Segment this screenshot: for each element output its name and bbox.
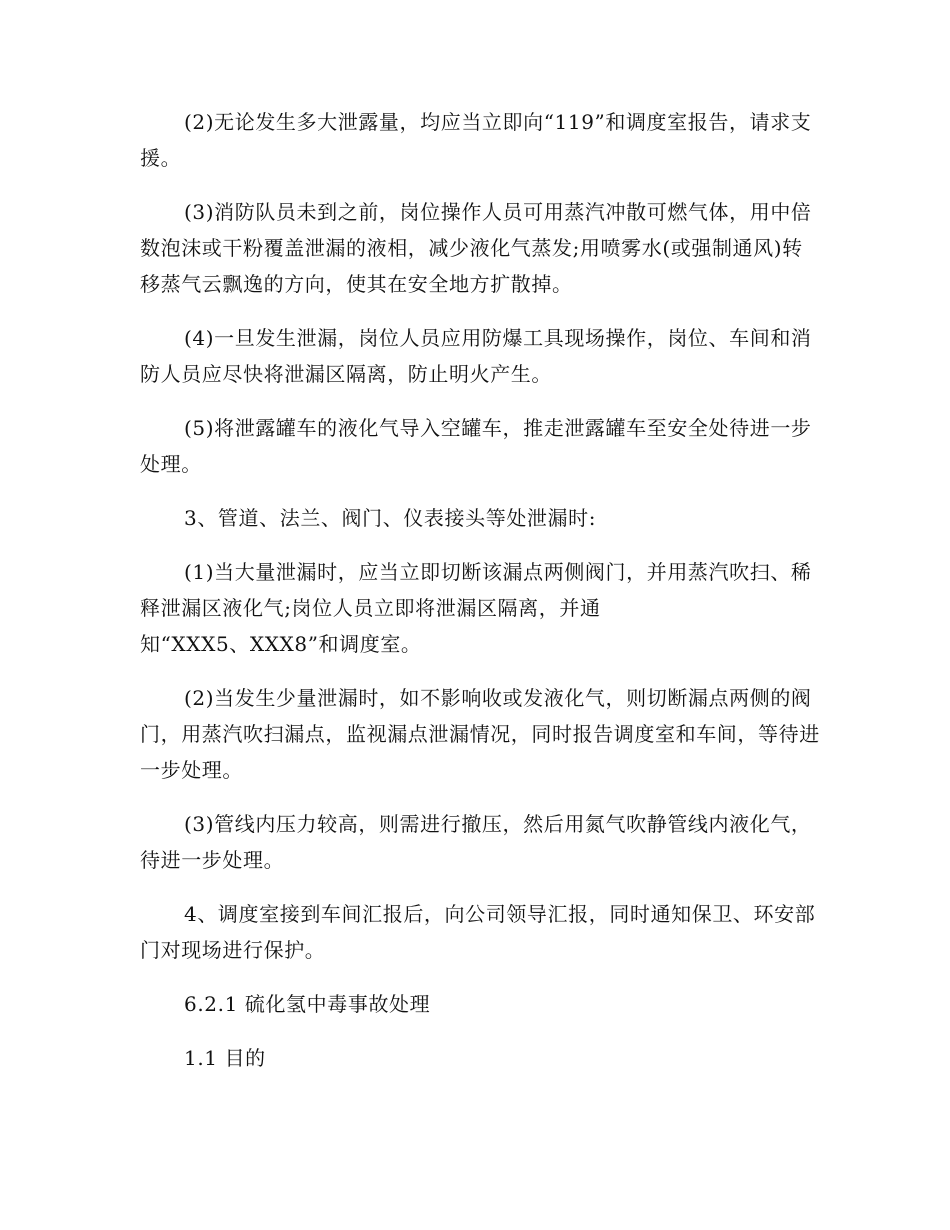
- section-purpose-heading: 1.1 目的: [184, 1046, 266, 1070]
- paragraph-major-leak-line-1: (1)当大量泄漏时，应当立即切断该漏点两侧阀门，并用蒸汽吹扫、稀释泄漏区液化气;岗位人员立即将泄漏区隔离，并通: [140, 560, 812, 620]
- section-pipeline-leak-heading: 3、管道、法兰、阀门、仪表接头等处泄漏时:: [184, 506, 597, 530]
- paragraph-dispatch-report: 4、调度室接到车间汇报后，向公司领导汇报，同时通知保卫、环安部门对现场进行保护。: [140, 902, 816, 962]
- paragraph-leak-report: (2)无论发生多大泄露量，均应当立即向“119”和调度室报告，请求支援。: [140, 110, 812, 170]
- paragraph-major-leak: [140, 554, 820, 662]
- paragraph-minor-leak: (2)当发生少量泄漏时，如不影响收或发液化气，则切断漏点两侧的阀门，用蒸汽吹扫漏点，监视漏点泄漏情况，同时报告调度室和车间，等待进一步处理。: [140, 686, 820, 782]
- section-h2s-poisoning-heading: 6.2.1 硫化氢中毒事故处理: [184, 992, 431, 1016]
- paragraph-pressure-relief: (3)管线内压力较高，则需进行撤压，然后用氮气吹静管线内液化气，待进一步处理。: [140, 812, 812, 872]
- paragraph-transfer-tanker: (5)将泄露罐车的液化气导入空罐车，推走泄露罐车至安全处待进一步处理。: [140, 416, 812, 476]
- paragraph-fire-team-arrival: (3)消防队员未到之前，岗位操作人员可用蒸汽冲散可燃气体，用中倍数泡沫或干粉覆盖泄漏的液相，减少液化气蒸发;用喷雾水(或强制通风)转移蒸气云飘逸的方向，使其在安全地方扩散掉。: [140, 200, 812, 296]
- document-body: [140, 104, 820, 1076]
- paragraph-major-leak-line-2: 知“XXX5、XXX8”和调度室。: [140, 632, 422, 656]
- paragraph-isolate-leak-area: (4)一旦发生泄漏，岗位人员应用防爆工具现场操作，岗位、车间和消防人员应尽快将泄漏区隔离，防止明火产生。: [140, 326, 812, 386]
